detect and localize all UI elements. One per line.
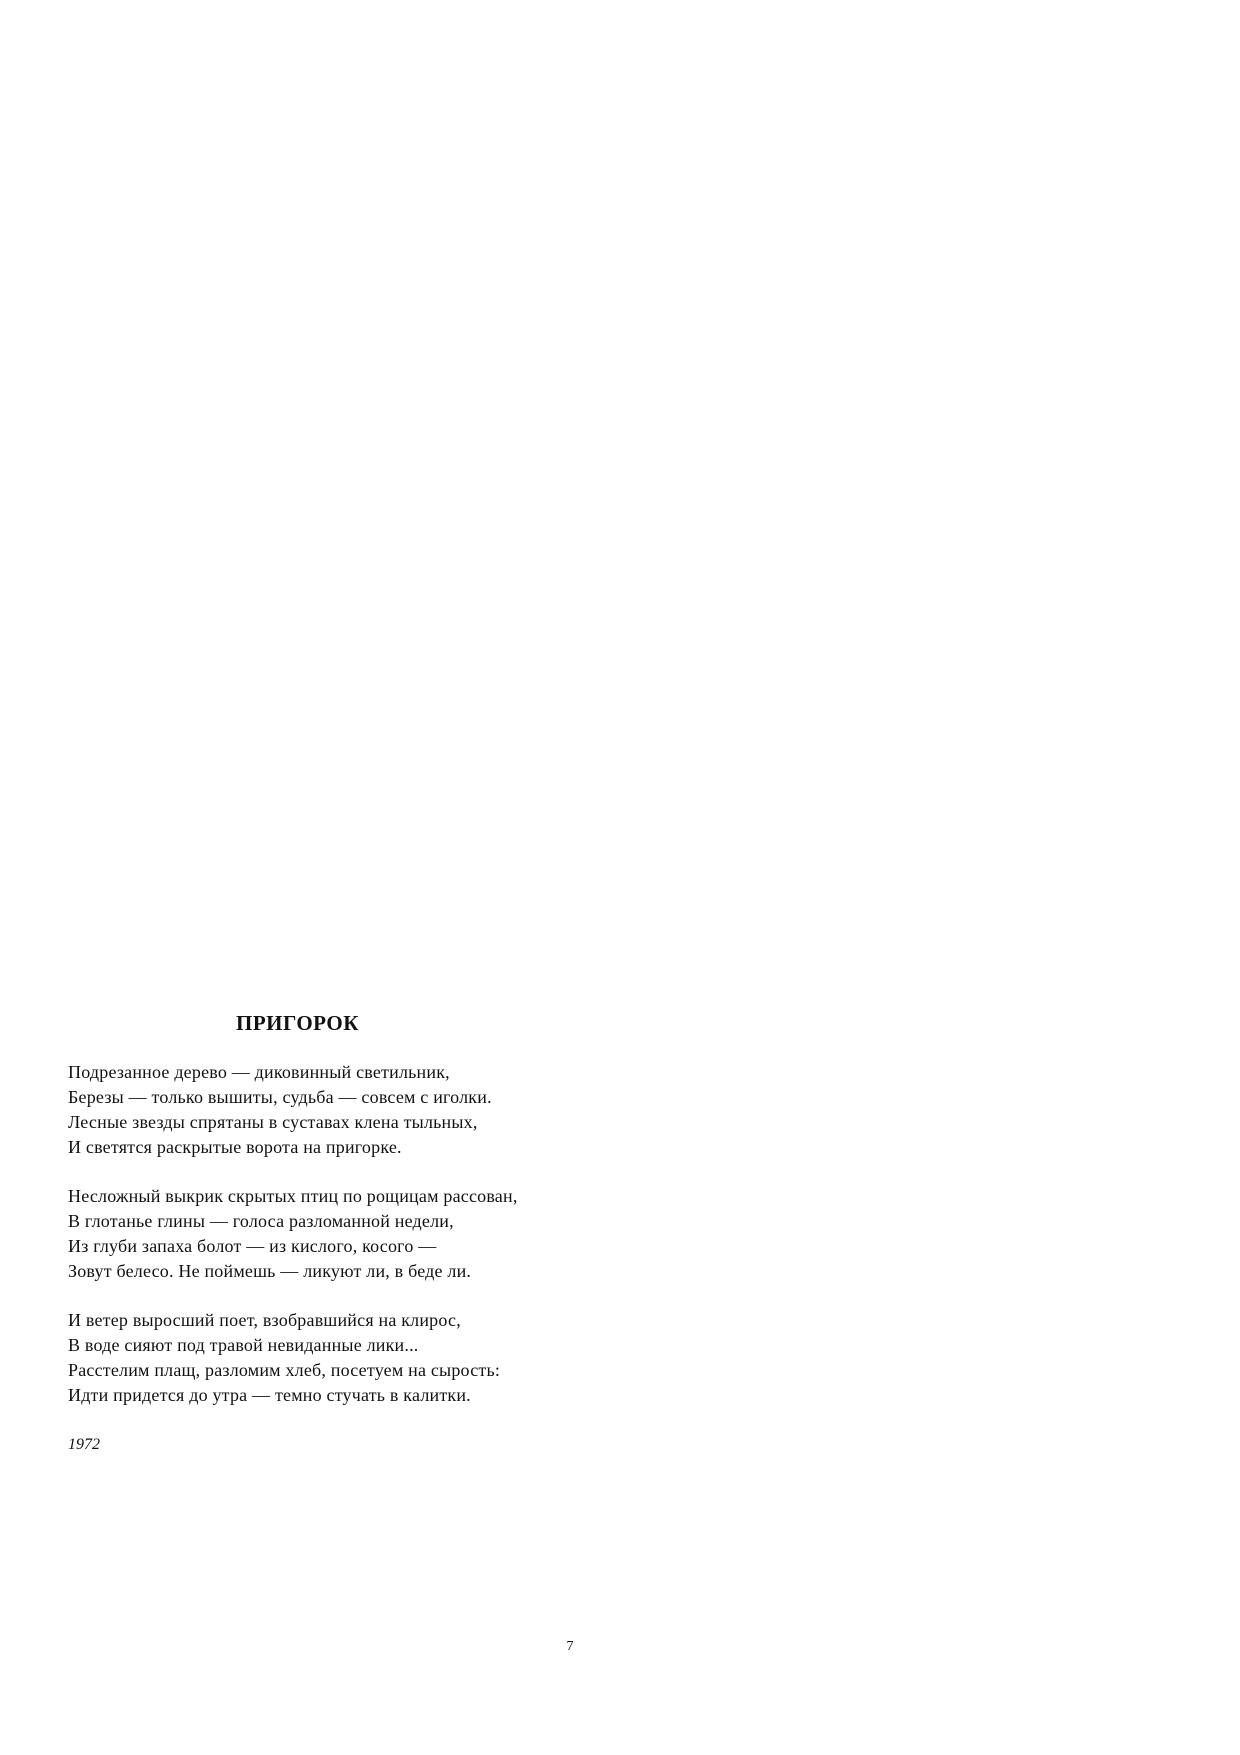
poem-title: ПРИГОРОК — [236, 1011, 359, 1035]
poem-line: Подрезанное дерево — диковинный светильник, — [68, 1062, 450, 1082]
poem-line: В глотанье глины — голоса разломанной недели, — [68, 1211, 454, 1231]
stanza-3 — [68, 1308, 628, 1408]
poem-line: И светятся раскрытые ворота на пригорке. — [68, 1137, 402, 1157]
poem-line: Лесные звезды спрятаны в суставах клена тыльных, — [68, 1112, 478, 1132]
poem-line: В воде сияют под травой невиданные лики... — [68, 1335, 419, 1355]
poem-line: Идти придется до утра — темно стучать в калитки. — [68, 1385, 471, 1405]
stanza-2 — [68, 1184, 628, 1284]
page-number: 7 — [566, 1639, 574, 1654]
poem-line: Расстелим плащ, разломим хлеб, посетуем на сырость: — [68, 1360, 501, 1380]
poem — [68, 1010, 628, 1456]
poem-date: 1972 — [68, 1436, 100, 1453]
poem-line: Из глуби запаха болот — из кислого, косого — — [68, 1236, 437, 1256]
poem-line: Несложный выкрик скрытых птиц по рощицам рассован, — [68, 1186, 518, 1206]
poem-line: Зовут белесо. Не поймешь — ликуют ли, в беде ли. — [68, 1261, 472, 1281]
poem-line: Березы — только вышиты, судьба — совсем с иголки. — [68, 1087, 492, 1107]
stanza-1 — [68, 1060, 628, 1160]
poem-line: И ветер выросший поет, взобравшийся на клирос, — [68, 1310, 461, 1330]
